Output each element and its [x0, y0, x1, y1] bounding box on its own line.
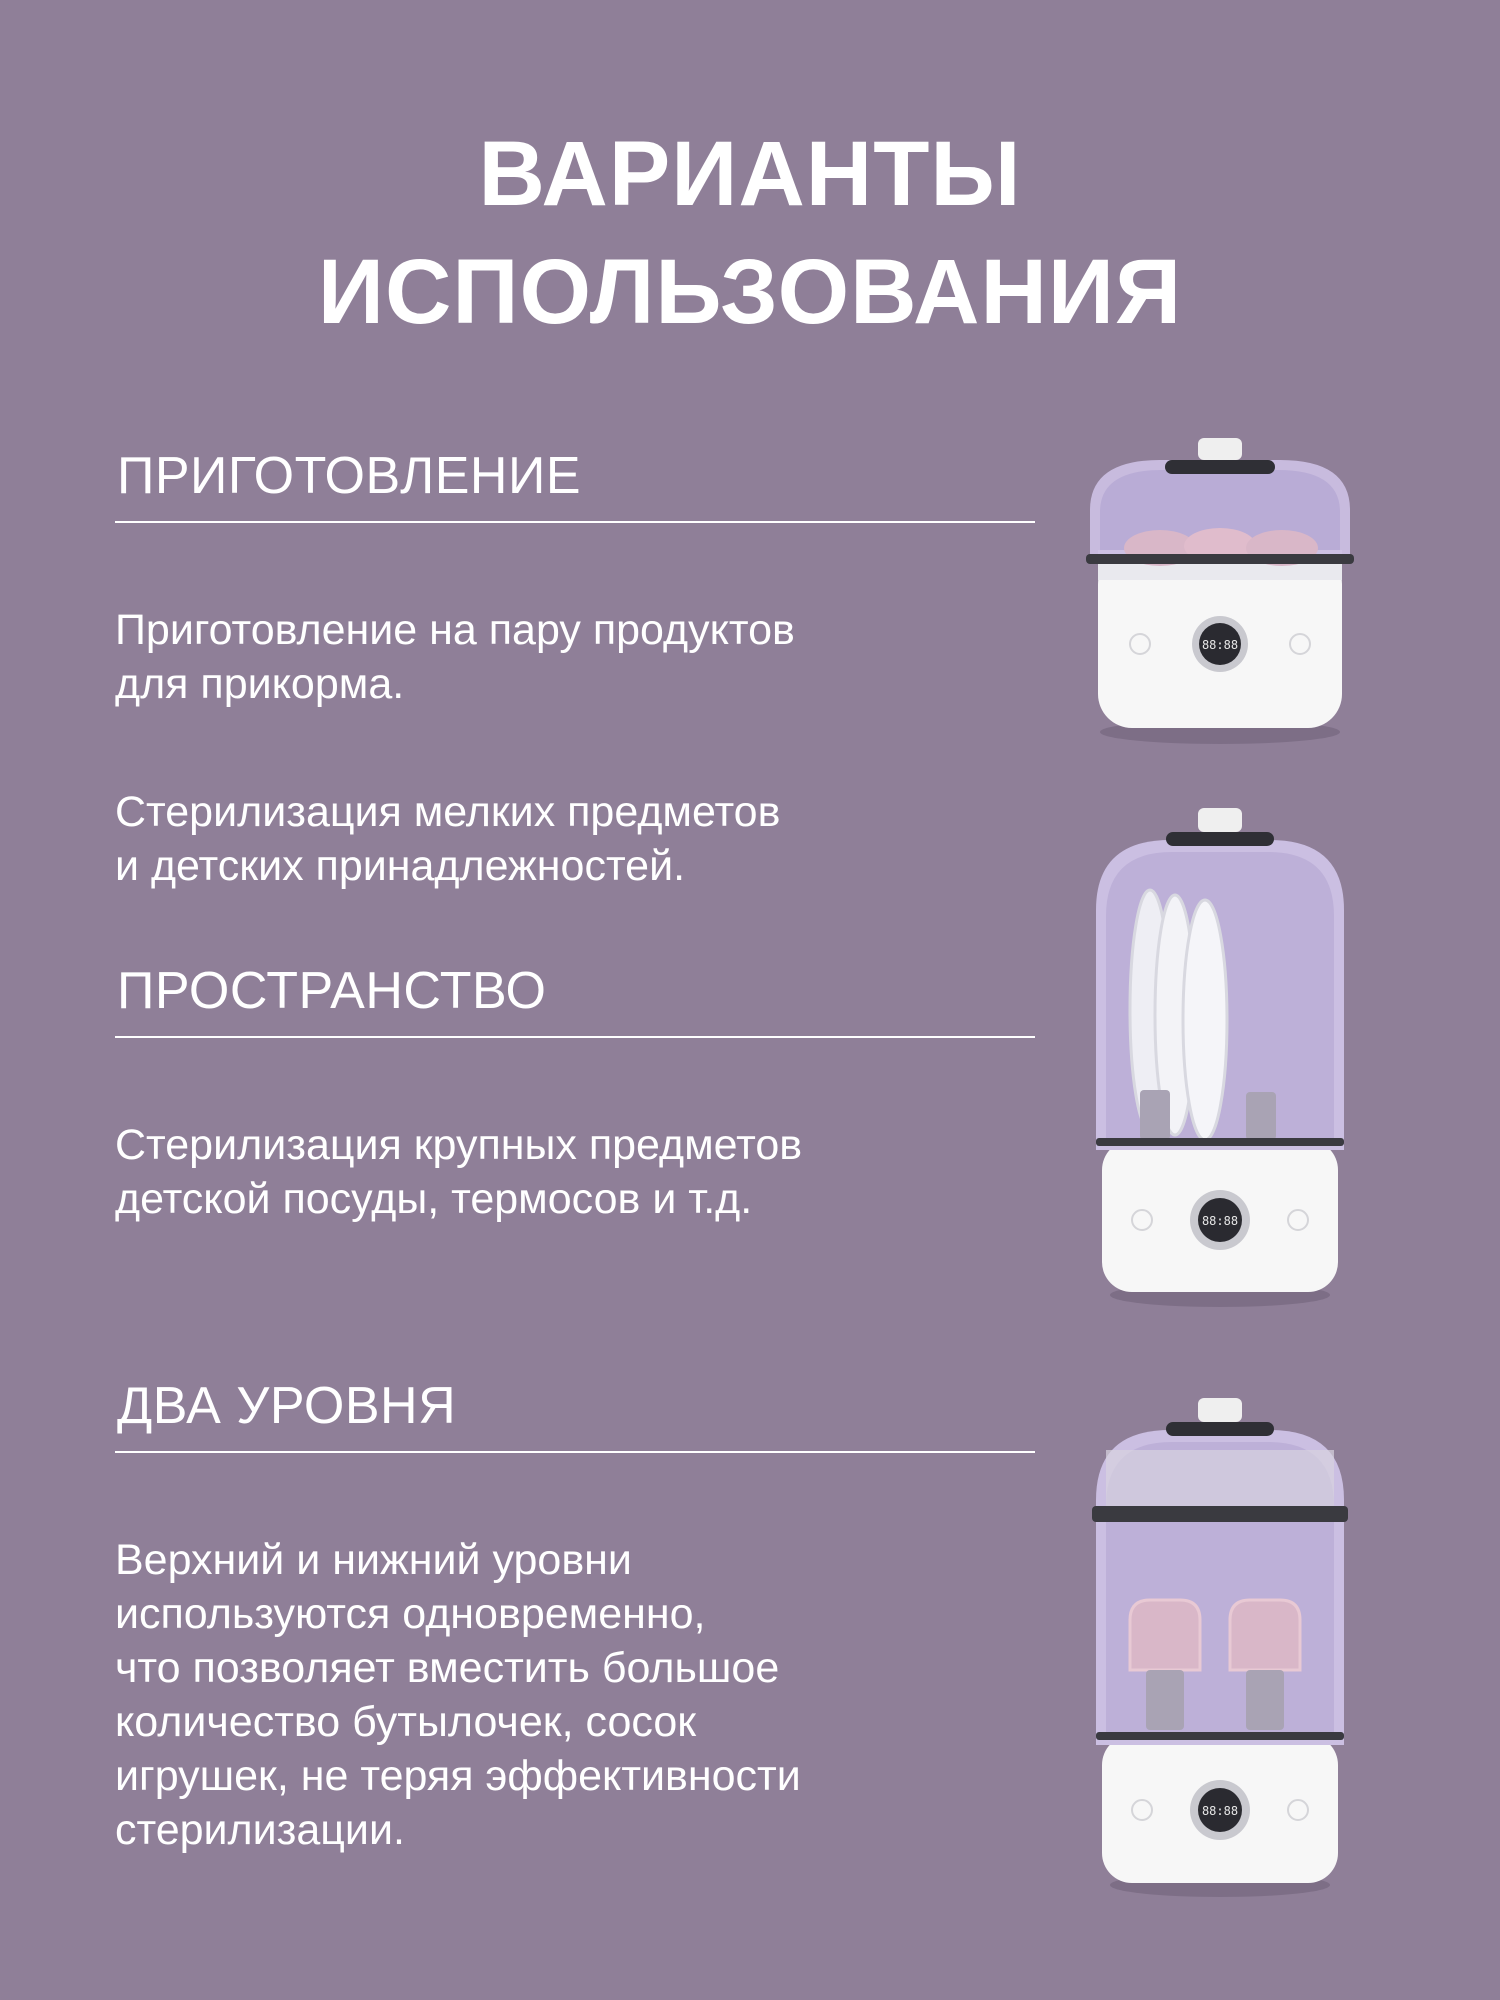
section-space	[115, 960, 1035, 1300]
svg-text:88:88: 88:88	[1201, 1214, 1239, 1228]
section-paragraph: Стерилизация мелких предметов и детских принадлежностей.	[115, 788, 781, 890]
page-title	[0, 115, 1500, 351]
steamer-short-image	[1070, 430, 1370, 750]
page-title-line-1: ВАРИАНТЫ	[478, 123, 1022, 225]
section-paragraph: Приготовление на пару продуктов для прикорма.	[115, 606, 795, 708]
svg-text:88:88: 88:88	[1201, 1804, 1239, 1818]
section-paragraph: Стерилизация крупных предметов детской посуды, термосов и т.д.	[115, 1121, 803, 1223]
section-paragraph: Верхний и нижний уровни используются одновременно, что позволяет вместить большое количество бутылочек, сосок игрушек, не теряя эффективности стерилизации.	[115, 1536, 801, 1854]
section-description	[115, 1479, 1035, 1931]
page-title-line-2: ИСПОЛЬЗОВАНИЯ	[317, 241, 1183, 343]
section-heading: ПРИГОТОВЛЕНИЕ	[115, 445, 1035, 523]
section-two-levels	[115, 1375, 1035, 1931]
steamer-tall-image	[1080, 800, 1360, 1310]
section-heading: ДВА УРОВНЯ	[115, 1375, 1035, 1453]
svg-text:88:88: 88:88	[1201, 638, 1239, 652]
section-description	[115, 1064, 1035, 1300]
section-heading: ПРОСТРАНСТВО	[115, 960, 1035, 1038]
section-description	[115, 549, 1035, 967]
section-cooking	[115, 445, 1035, 967]
steamer-two-levels-image	[1080, 1390, 1360, 1900]
